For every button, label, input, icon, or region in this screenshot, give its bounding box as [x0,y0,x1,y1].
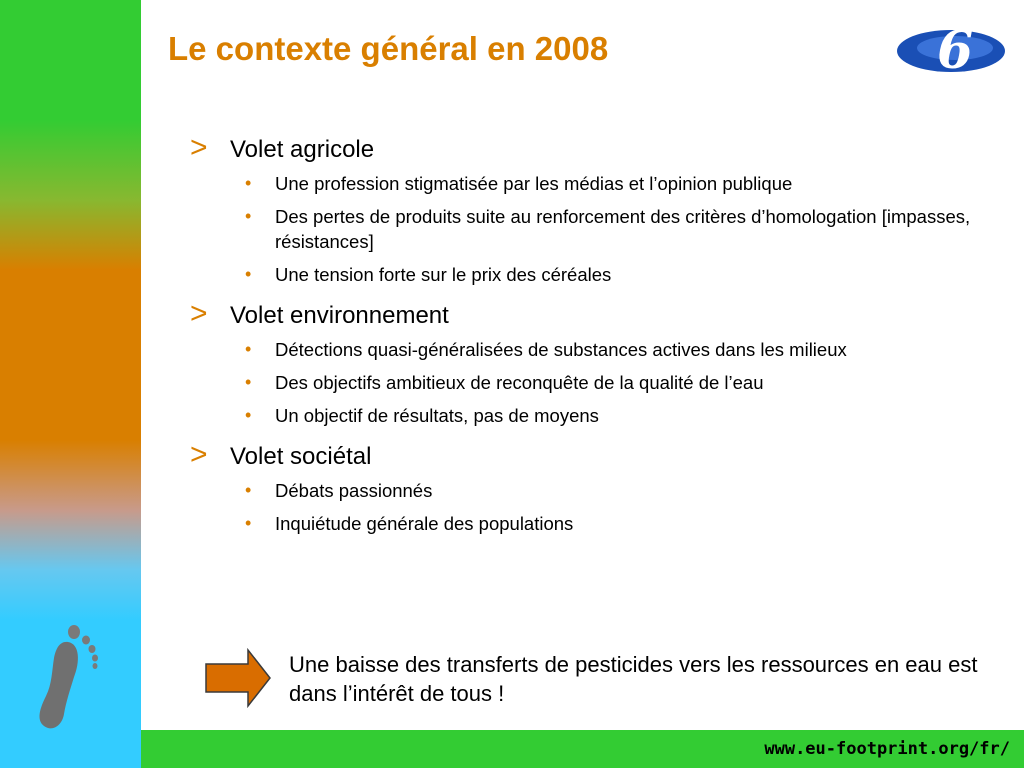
bullet-text: Une tension forte sur le prix des céréales [275,264,612,285]
section-title: Volet agricole [230,136,375,163]
section-head [190,299,1010,337]
bullet-dot: • [245,339,252,359]
section-societal [190,440,1010,536]
right-arrow-icon [204,648,272,708]
bullet-dot: • [245,206,252,226]
chevron-right-icon: > [190,438,208,471]
bullet-list [190,171,1010,287]
conclusion-text: Une baisse des transferts de pesticides vers les ressources en eau est dans l’intérêt de tous ! [289,652,978,706]
bullet-dot: • [245,480,252,500]
bullet-text: Des objectifs ambitieux de reconquête de la qualité de l’eau [275,372,764,393]
section-head [190,133,1010,171]
bullet-text: Inquiétude générale des populations [275,513,574,534]
chevron-right-icon: > [190,131,208,164]
svg-text:6: 6 [937,20,974,80]
bullet-list [190,337,1010,428]
bullet-dot: • [245,513,252,533]
list-item [245,204,1010,254]
bullet-text: Une profession stigmatisée par les médias et l’opinion publique [275,173,793,194]
bullet-dot: • [245,173,252,193]
bullet-dot: • [245,405,252,425]
section-environnement [190,299,1010,428]
list-item [245,511,1010,536]
section-title: Volet sociétal [230,443,372,470]
section-head [190,440,1010,478]
section-title: Volet environnement [230,302,449,329]
fp6-logo-icon [895,18,1007,80]
list-item [245,262,1010,287]
bullet-text: Débats passionnés [275,480,433,501]
list-item [245,337,1010,362]
list-item [245,171,1010,196]
bullet-dot: • [245,372,252,392]
slide-content [190,133,1010,548]
bullet-text: Détections quasi-généralisées de substances actives dans les milieux [275,339,847,360]
slide-title: Le contexte général en 2008 [168,30,609,67]
bullet-text: Des pertes de produits suite au renforcement des critères d’homologation [impasses, résistances] [275,206,971,252]
list-item [245,403,1010,428]
footer-url[interactable]: www.eu-footprint.org/fr/ [764,739,1010,759]
chevron-right-icon: > [190,297,208,330]
section-agricole [190,133,1010,287]
list-item [245,370,1010,395]
bullet-dot: • [245,264,252,284]
bullet-text: Un objectif de résultats, pas de moyens [275,405,599,426]
list-item [245,478,1010,503]
footprint-icon [30,622,110,737]
bullet-list [190,478,1010,536]
